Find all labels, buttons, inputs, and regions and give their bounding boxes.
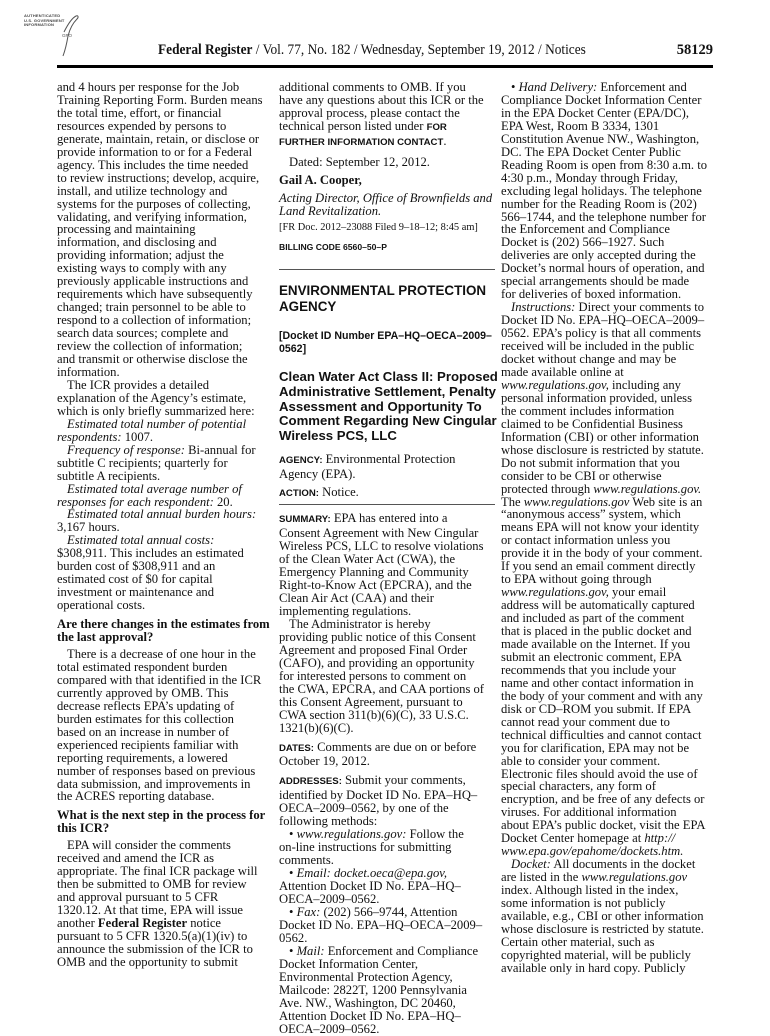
text-run: . [443, 133, 447, 148]
text-run: www.regulations.gov: [296, 827, 407, 842]
text-run: Direct your comments to Docket ID No. EPA–HQ–OECA–2009– 0562. EPA’s policy is that all comments received will be included in the public docket without change and may be made available online at [501, 300, 705, 379]
column-left [57, 81, 275, 969]
text-run: Follow the on-line instructions for submitting comments. [279, 827, 464, 868]
method-website [279, 828, 497, 867]
text-run: your email address will be automatically captured and included as part of the comment that is placed in the public docket and made available on the Internet. If you submit an electronic comment, EPA recommends that you include your name and other contact information in the body of your comment and with any disk or CD–ROM you submit. If EPA cannot read your comment due to technical difficulties and cannot contact you for clarification, EPA may not be able to consider your comment. Electronic files should avoid the use of special characters, any form of encryption, and be free of any defects or viruses. For additional information about EPA’s public docket, visit the EPA Docket Center homepage at [501, 585, 706, 846]
text-run: Frequency of response: [67, 442, 185, 457]
page-number: 58129 [676, 42, 713, 58]
document-title [279, 370, 497, 443]
text-run: Are there changes in the estimates from the last approval? [57, 617, 270, 645]
method-mail [279, 945, 497, 1036]
text-run: Notice. [318, 485, 359, 500]
text-run: Clean Water Act Class II: Proposed Administrative Settlement, Penalty Assessment and Opportunity To Comment Regarding New Cingular Wireless PCS, LLC [279, 369, 498, 443]
estimate-responses [57, 483, 275, 509]
docket-id [279, 330, 497, 356]
signer-name [279, 174, 497, 187]
method-email [279, 867, 497, 906]
header-title [158, 42, 586, 59]
header-rule [57, 65, 713, 68]
text-run: Acting Director, Office of Brownfields and Land Revitalization. [279, 190, 493, 218]
docket-info [501, 858, 719, 975]
text-run: index. Although listed in the index, some information is not publicly available, e.g., CBI or other information whose disclosure is restricted by statute. Certain other material, such as copyrighted material, will be publicly available only in hard copy. Publicly [501, 883, 704, 975]
text-run: and 4 hours per response for the Job Training Reporting Form. Burden means the total time, effort, or financial resources expended by persons to generate, maintain, retain, or disclose or provide information to or for a Federal agency. This includes the time needed to review instructions; develop, acquire, install, and utilize technology and systems for the purposes of collecting, validating, and verifying information, processing and maintaining information, and disclosing and providing information; adjust the existing ways to comply with any previously applicable instructions and requirements which have subsequently changed; train personnel to be able to respond to a collection of information; search data sources; complete and review the collection of information; and transmit or otherwise disclose the information. [57, 80, 263, 379]
divider [279, 504, 495, 505]
text-run: BILLING CODE 6560–50–P [279, 241, 387, 252]
text-run: The [501, 494, 521, 509]
text-run: Mail: [296, 943, 325, 958]
logo-gpo: GPO [62, 33, 73, 38]
text-run: Email: docket.oeca@epa.gov, [296, 866, 448, 881]
text-run: Estimated total annual burden hours: [67, 507, 257, 522]
text-run: [FR Doc. 2012–23088 Filed 9–18–12; 8:45 am] [279, 221, 478, 233]
text-run: $308,911. This includes an estimated burden cost of $308,911 and an estimated cost of $0 for capital investment or maintenance and operational costs. [57, 546, 244, 613]
text-run: Environmental Protection Agency (EPA). [279, 452, 456, 482]
estimate-frequency [57, 444, 275, 483]
text-run: EPA has entered into a Consent Agreement with New Cingular Wireless PCS, LLC to resolve violations of the Clean Water Act (CWA), the Emergency Planning and Community Right-to-Know Act (EPCRA), and the Clean Air Act (CAA) and their implementing regulations. [279, 511, 484, 618]
text-run: Estimated total number of potential respondents: [57, 416, 247, 444]
text-run: SUMMARY: [279, 514, 331, 526]
estimate-burden-hours [57, 508, 275, 534]
paragraph [57, 379, 275, 418]
estimate-costs [57, 534, 275, 612]
text-run: ENVIRONMENTAL PROTECTION AGENCY [279, 283, 487, 315]
column-right [501, 81, 719, 975]
text-run: http:// www.epa.gov/epahome/dockets.htm. [501, 831, 684, 859]
text-run: FOR FURTHER INFORMATION CONTACT [279, 121, 447, 148]
paragraph [279, 81, 497, 150]
text-run: EPA will consider the comments received and amend the ICR as appropriate. The final ICR package will then be submitted to OMB for review and approval pursuant to 5 CFR 1320.12. At that time, EPA will issue another [57, 838, 258, 931]
text-run: • [289, 827, 297, 842]
text-run: Federal Register [97, 916, 188, 931]
text-run: www.regulations.gov. [593, 481, 702, 496]
method-hand-delivery [501, 81, 719, 301]
text-run: www.regulations.gov [523, 494, 630, 509]
text-run: • [289, 904, 297, 919]
text-run: www.regulations.gov, [501, 377, 609, 392]
text-run: • [289, 943, 297, 958]
text-run: DATES: [279, 742, 314, 754]
text-run: Instructions: [511, 300, 576, 315]
text-run: Estimated total annual costs: [67, 533, 215, 548]
section-heading [57, 618, 275, 644]
text-run: Web site is an “anonymous access” system, which means EPA will not know your identity or contact information unless you provide it in the body of your comment. If you send an email comment directly to EPA without going through [501, 494, 703, 587]
text-run: ADDRESSES: [279, 776, 342, 788]
dated [279, 156, 497, 169]
text-run: What is the next step in the process for this ICR? [57, 808, 266, 836]
text-run: www.regulations.gov [581, 870, 688, 885]
estimate-respondents [57, 418, 275, 444]
text-run: Hand Delivery: [518, 80, 598, 94]
text-run: There is a decrease of one hour in the total estimated respondent burden compared with that identified in the ICR currently approved by OMB. This decrease reflects EPA’s updating of burden estimates for this collection based on an increase in number of experienced recipients familiar with reporting requirements, a lowered number of responses based on previous data submission, and improvements in the ACRES reporting database. [57, 646, 262, 804]
divider [279, 269, 495, 270]
billing-code [279, 241, 497, 254]
text-run: Comments are due on or before October 19, 2012. [279, 739, 477, 769]
running-header [57, 42, 713, 58]
text-run: Enforcement and Compliance Docket Information Center in the EPA Docket Center (EPA/DC), EPA West, Room B 3334, 1301 Constitution Avenue NW., Washington, DC. The EPA Docket Center Public Reading Room is open from 8:30 a.m. to 4:30 p.m., Monday through Friday, excluding legal holidays. The telephone number for the Reading Room is (202) 566–1744, and the telephone number for the Enforcement and Compliance Docket is (202) 566–1927. Such deliveries are only accepted during the Docket’s normal hours of operation, and special arrangements should be made for deliveries of boxed information. [501, 80, 708, 302]
text-run: Bi-annual for subtitle C recipients; quarterly for subtitle A recipients. [57, 442, 256, 483]
text-run: Dated: September 12, 2012. [289, 154, 430, 169]
addresses [279, 774, 497, 828]
instructions [501, 301, 719, 858]
issue-details: / Vol. 77, No. 182 / Wednesday, September 19, 2012 / Notices [252, 42, 586, 58]
text-run: Gail A. Cooper, [279, 172, 362, 187]
text-run: 20. [213, 494, 233, 509]
text-run: Submit your comments, identified by Docket ID No. EPA–HQ– OECA–2009–0562, by one of the following methods: [279, 773, 478, 829]
text-run: The ICR provides a detailed explanation of the Agency’s estimate, which is only briefly summarized here: [57, 377, 255, 418]
text-run: • [289, 866, 297, 881]
logo-text: AUTHENTICATED U.S. GOVERNMENT INFORMATION [24, 13, 65, 28]
publication-name: Federal Register [158, 42, 253, 58]
text-run: including any personal information provided, unless the comment includes information claimed to be Confidential Business Information (CBI) or other information whose disclosure is restricted by statute. Do not submit information that you consider to be CBI or otherwise protected through [501, 377, 704, 496]
text-run: [Docket ID Number EPA–HQ–OECA–2009– 0562] [279, 330, 492, 356]
text-run: The Administrator is hereby providing public notice of this Consent Agreement and proposed Final Order (CAFO), and providing an opportunity for interested persons to comment on the CWA, EPCRA, and CAA portions of this Consent Agreement, pursuant to CWA section 311(b)(6)(C), 33 U.S.C. 1321(b)(6)(C). [279, 616, 484, 735]
text-run: AGENCY: [279, 455, 323, 467]
text-run: Fax: [296, 904, 321, 919]
paragraph [279, 618, 497, 735]
fr-doc [279, 222, 497, 235]
text-run: 3,167 hours. [57, 520, 120, 535]
text-run: Estimated total average number of responses for each respondent: [57, 481, 242, 509]
agency-field [279, 453, 497, 481]
method-fax [279, 906, 497, 945]
text-run: All documents in the docket are listed in the [501, 857, 696, 885]
text-run: Attention Docket ID No. EPA–HQ– OECA–2009–0562. [279, 879, 461, 906]
text-run: notice pursuant to 5 CFR 1320.5(a)(1)(iv) to announce the submission of the ICR to OMB and the opportunity to submit [57, 916, 253, 969]
paragraph [57, 648, 275, 803]
agency-heading [279, 283, 497, 315]
text-run: www.regulations.gov, [501, 585, 609, 600]
text-run: ACTION: [279, 488, 319, 500]
signer-title [279, 192, 497, 218]
text-run: Docket: [511, 857, 551, 872]
text-run: (202) 566–9744, Attention Docket ID No. EPA–HQ–OECA–2009– 0562. [279, 904, 483, 945]
section-heading [57, 809, 275, 835]
text-run: • [511, 80, 519, 94]
text-run: additional comments to OMB. If you have any questions about this ICR or the approval process, please contact the technical person listed under [279, 80, 484, 133]
text-run: 1007. [121, 429, 154, 444]
paragraph [57, 81, 275, 379]
action-field [279, 486, 497, 501]
dates [279, 741, 497, 769]
summary [279, 512, 497, 618]
column-middle [279, 81, 497, 1035]
paragraph [57, 839, 275, 969]
text-run: Enforcement and Compliance Docket Information Center, Environmental Protection Agency, Mailcode: 2822T, 1200 Pennsylvania Ave. NW., Washington, DC 20460, Attention Docket ID No. EPA–HQ– OECA–2009–0562. [279, 943, 479, 1036]
